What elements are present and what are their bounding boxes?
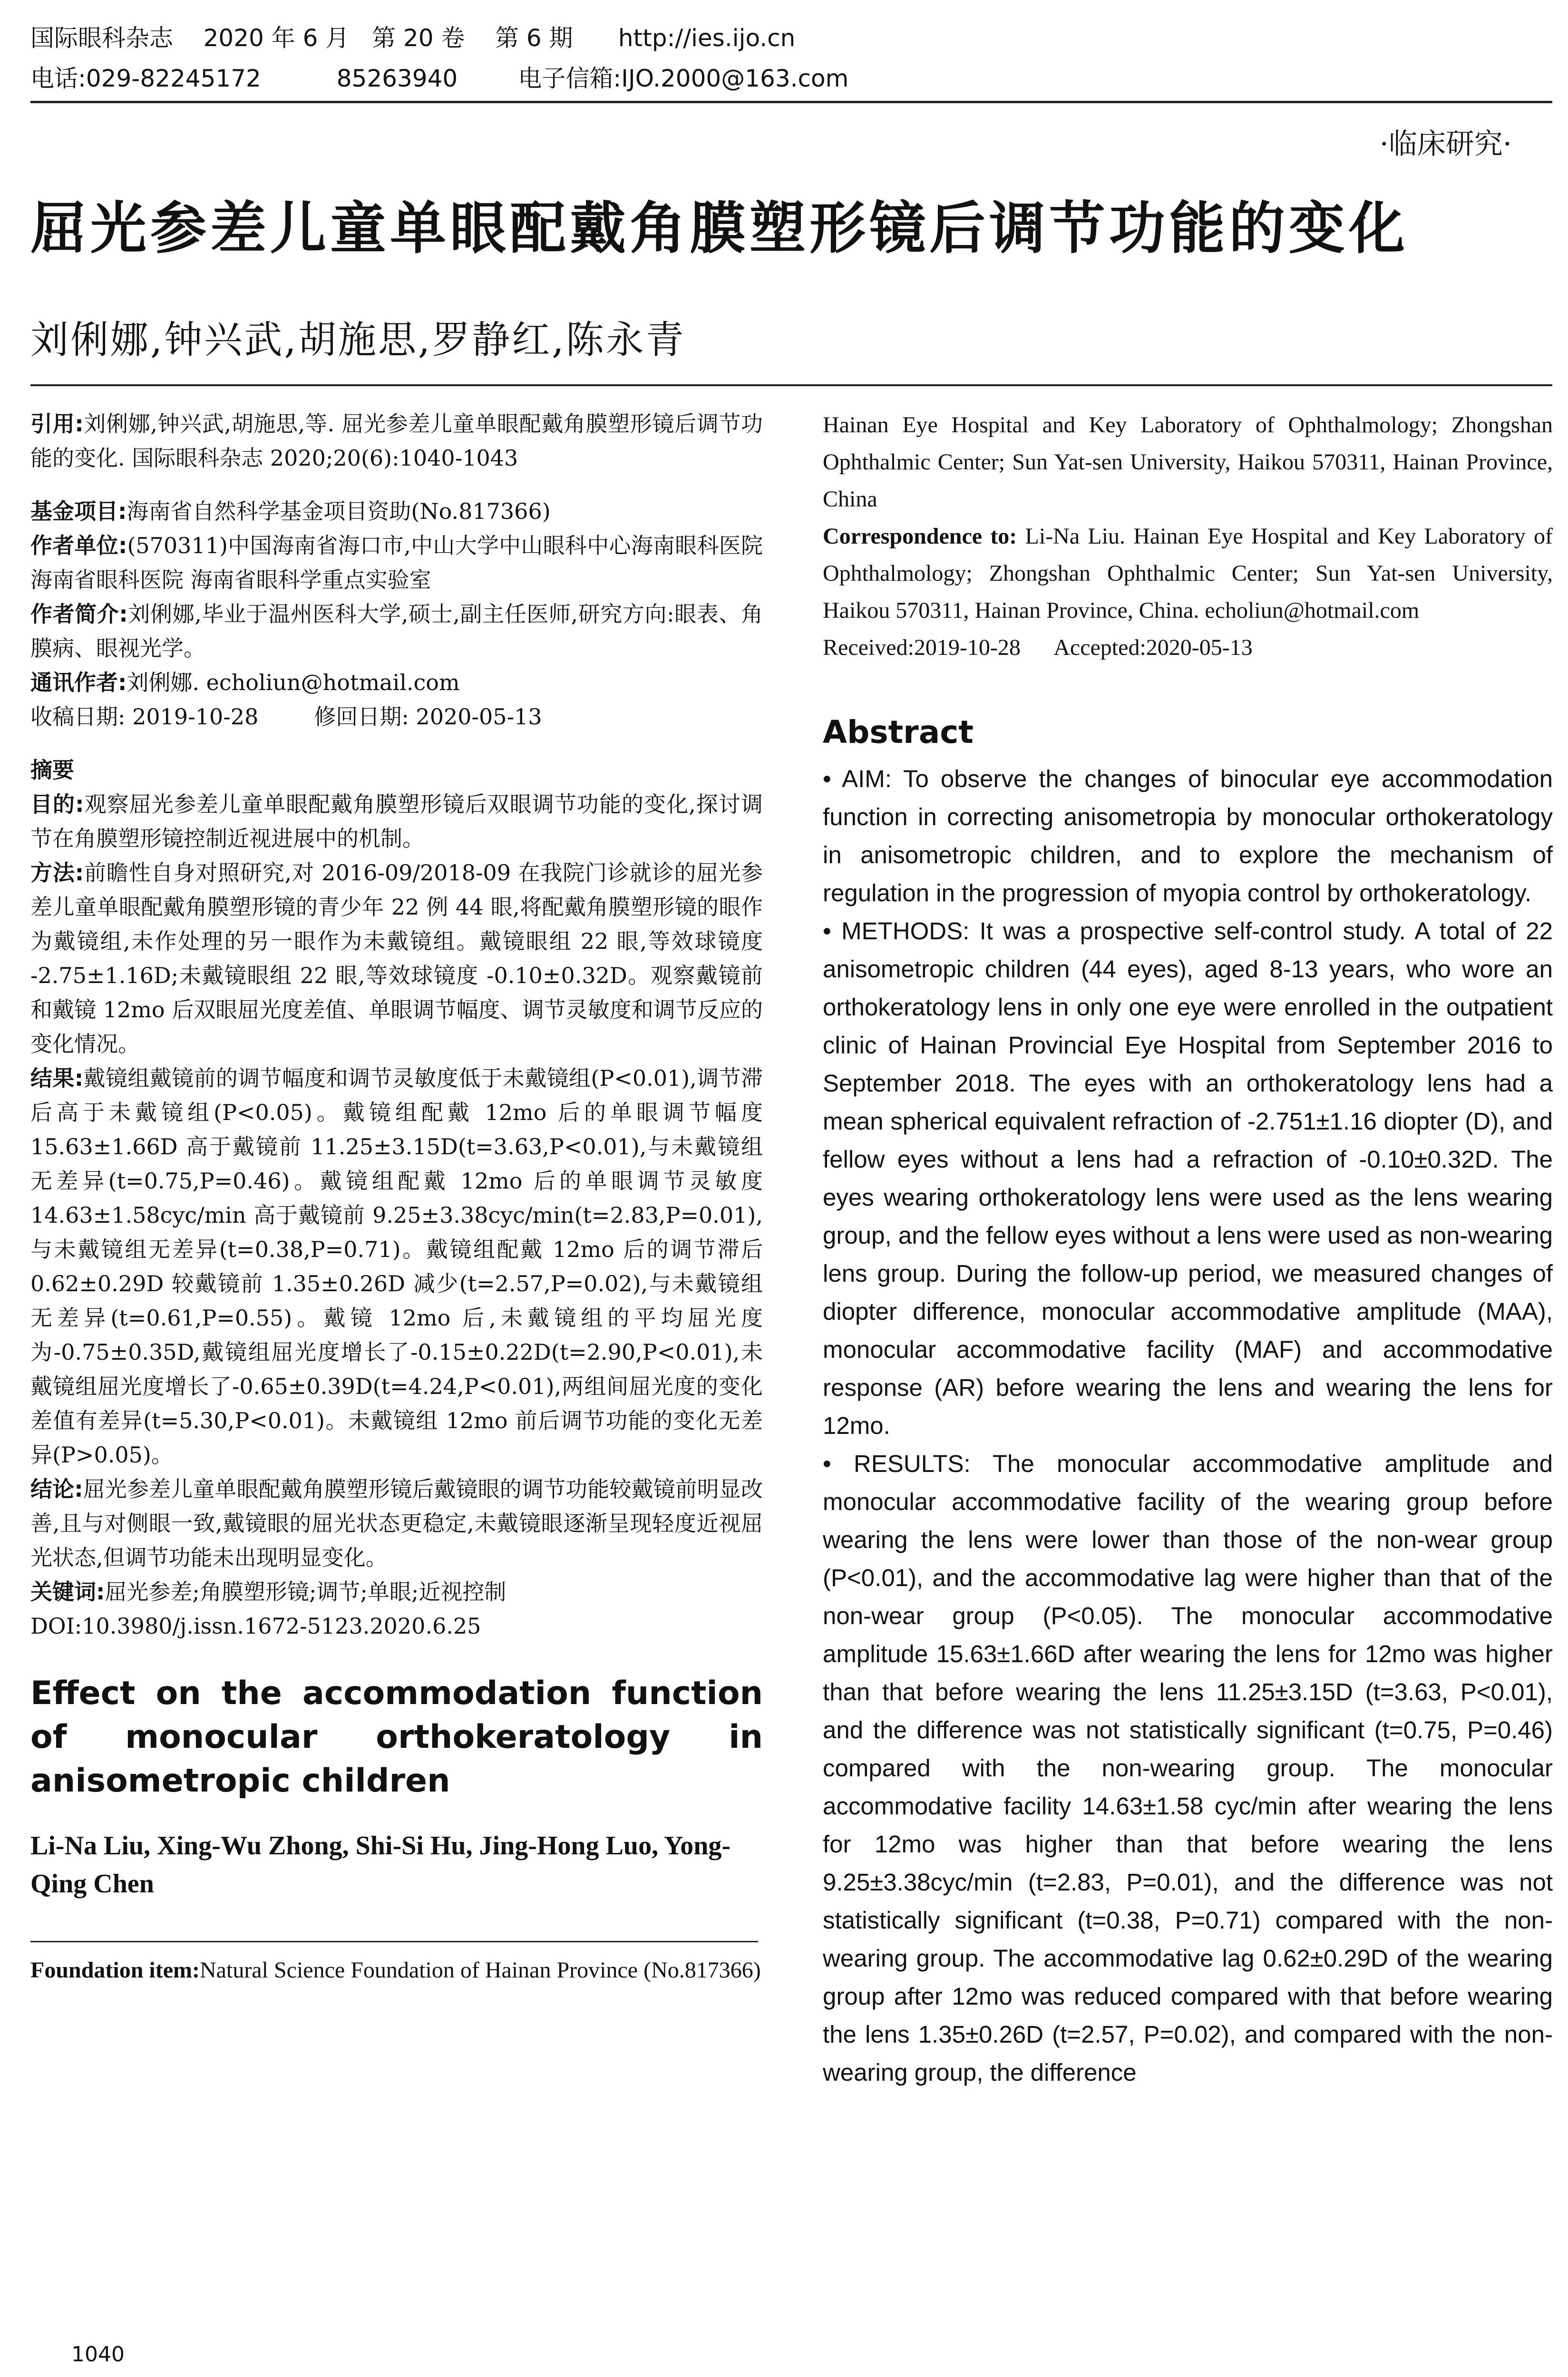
journal-header-line2: 电话:029-82245172 85263940 电子信箱:IJO.2000@163.com [30,65,849,92]
keywords-text: 屈光参差;角膜塑形镜;调节;单眼;近视控制 [105,1579,506,1605]
methods-label: 方法: [30,860,84,886]
aim-label: 目的: [30,791,84,817]
conclusion-text: 屈光参差儿童单眼配戴角膜塑形镜后戴镜眼的调节功能较戴镜前明显改善,且与对侧眼一致,戴镜眼的屈光状态更稳定,未戴镜眼逐渐呈现轻度近视屈光状态,但调节功能未出现明显变化。 [30,1476,763,1570]
abstract-cn-conclusion [30,1472,763,1575]
abstract-cn-methods [30,856,763,1061]
abstract-aim: • AIM: To observe the changes of binocular eye accommodation function in correcting anisometropia by monocular orthokeratology in anisometropic children, and to explore the mechanism of regulation in the progression of myopia control by orthokeratology. [823,765,1553,906]
aim-text: 观察屈光参差儿童单眼配戴角膜塑形镜后双眼调节功能的变化,探讨调节在角膜塑形镜控制近视进展中的机制。 [30,791,763,851]
bio-label: 作者简介: [30,601,128,627]
citation [30,407,763,475]
foundation-label: Foundation item: [30,1958,200,1983]
affiliation-label: 作者单位: [30,533,127,558]
section-tag: ·临床研究· [1379,127,1512,161]
abstract-cn-heading-text: 摘要 [30,757,74,783]
author-bio [30,597,763,665]
english-dates: Received:2019-10-28 Accepted:2020-05-13 [823,635,1253,660]
header-rule [30,101,1552,103]
corresponding-author [30,665,763,700]
affiliation [30,528,763,597]
correspondence-label: Correspondence to: [823,524,1017,549]
foundation-item [30,1952,763,1989]
article-title: 屈光参差儿童单眼配戴角膜塑形镜后调节功能的变化 [30,195,1409,261]
foundation-text: Natural Science Foundation of Hainan Province (No.817366) [200,1958,761,1983]
left-column [30,407,763,1989]
english-authors: Li-Na Liu, Xing-Wu Zhong, Shi-Si Hu, Jing-Hong Luo, Yong-Qing Chen [30,1831,731,1899]
page-number: 1040 [71,2342,125,2367]
methods-text: 前瞻性自身对照研究,对 2016-09/2018-09 在我院门诊就诊的屈光参差儿童单眼配戴角膜塑形镜的青少年 22 例 44 眼,将配戴角膜塑形镜的眼作为戴镜组,未作处理的另一眼作为未戴镜组。戴镜眼组 22 眼,等效球镜度 -2.75±1.16D;未戴镜眼组 22 眼,等效球镜度 -0.10±0.32D。观察戴镜前和戴镜 12mo 后双眼屈光度差值、单眼调节幅度、调节灵敏度和调节反应的变化情况。 [30,860,763,1057]
abstract-cn-heading [30,753,763,787]
affiliation-text: (570311)中国海南省海口市,中山大学中山眼科中心海南眼科医院 海南省眼科医院 海南省眼科学重点实验室 [30,533,763,593]
title-rule [30,384,1552,386]
foundation-rule [30,1941,758,1942]
abstract-heading: Abstract [823,714,974,750]
funding [30,494,763,528]
results-text: 戴镜组戴镜前的调节幅度和调节灵敏度低于未戴镜组(P<0.01),调节滞后高于未戴镜组(P<0.05)。戴镜组配戴 12mo 后的单眼调节幅度 15.63±1.66D 高于戴镜前 11.25±3.15D(t=3.63,P<0.01),与未戴镜组无差异(t=0.75,P=0.46)。戴镜组配戴 12mo 后的单眼调节灵敏度 14.63±1.58cyc/min 高于戴镜前 9.25±3.38cyc/min(t=2.83,P=0.01),与未戴镜组无差异(t=0.38,P=0.71)。戴镜组配戴 12mo 后的调节滞后 0.62±0.29D 较戴镜前 1.35±0.26D 减少(t=2.57,P=0.02),与未戴镜组无差异(t=0.61,P=0.55)。戴镜 12mo 后,未戴镜组的平均屈光度为-0.75±0.35D,戴镜组屈光度增长了-0.15±0.22D(t=2.90,P<0.01),未戴镜组屈光度增长了-0.65±0.39D(t=4.24,P<0.01),两组间屈光度的变化差值有差异(t=5.30,P<0.01)。未戴镜组 12mo 前后调节功能的变化无差异(P>0.05)。 [30,1065,763,1468]
article-authors: 刘俐娜,钟兴武,胡施思,罗静红,陈永青 [30,318,686,362]
abstract-methods: • METHODS: It was a prospective self-control study. A total of 22 anisometropic children (44 eyes), aged 8-13 years, who wore an orthokeratology lens in only one eye were enrolled in the outpatient clinic of Hainan Provincial Eye Hospital from September 2016 to September 2018. The eyes with an orthokeratology lens had a mean spherical equivalent refraction of -2.751±1.16 diopter (D), and fellow eyes without a lens had a refraction of -0.10±0.32D. The eyes wearing orthokeratology lens were used as the lens wearing group, and the fellow eyes without a lens were used as non-wearing lens group. During the follow-up period, we measured changes of diopter difference, monocular accommodative amplitude (MAA), monocular accommodative facility (MAF) and accommodative response (AR) before wearing the lens and wearing the lens for 12mo. [823,917,1553,1439]
keywords-label: 关键词: [30,1579,105,1605]
citation-text: 刘俐娜,钟兴武,胡施思,等. 屈光参差儿童单眼配戴角膜塑形镜后调节功能的变化. 国际眼科杂志 2020;20(6):1040-1043 [30,411,763,471]
journal-header-line1: 国际眼科杂志 2020 年 6 月 第 20 卷 第 6 期 http://ies.ijo.cn [30,24,796,52]
abstract-results: • RESULTS: The monocular accommodative amplitude and monocular accommodative facility of the wearing group before wearing the lens were lower than those of the non-wear group (P<0.01), and the accommodative lag were higher than that of the non-wear group (P<0.05). The monocular accommodative amplitude 15.63±1.66D after wearing the lens for 12mo was higher than that before wearing the lens 11.25±3.15D (t=3.63, P<0.01), and the difference was not statistically significant (t=0.75, P=0.46) compared with the non-wearing group. The monocular accommodative facility 14.63±1.58 cyc/min after wearing the lens for 12mo was higher than that before wearing the lens 9.25±3.38cyc/min (t=2.83, P=0.01), and the difference was not statistically significant (t=0.38, P=0.71) compared with the non-wearing group. The accommodative lag 0.62±0.29D of the wearing group after 12mo was reduced compared with that before wearing the lens 1.35±0.26D (t=2.57, P=0.02), and compared with the non-wearing group, the difference [823,1450,1553,2086]
corresponding-text: 刘俐娜. echoliun@hotmail.com [127,670,460,695]
english-title: Effect on the accommodation function of monocular orthokeratology in anisometropic children [30,1675,763,1800]
results-label: 结果: [30,1065,84,1091]
abstract-cn-aim [30,787,763,856]
right-column [823,407,1553,2092]
funding-label: 基金项目: [30,498,127,524]
english-affiliation: Hainan Eye Hospital and Key Laboratory of Ophthalmology; Zhongshan Ophthalmic Center; Sun Yat-sen University, Haikou 570311, Hainan Province, China [823,412,1553,512]
funding-text: 海南省自然科学基金项目资助(No.817366) [127,498,551,524]
keywords-cn [30,1575,763,1609]
correspondence [823,518,1553,629]
doi: DOI:10.3980/j.issn.1672-5123.2020.6.25 [30,1613,481,1639]
bio-text: 刘俐娜,毕业于温州医科大学,硕士,副主任医师,研究方向:眼表、角膜病、眼视光学。 [30,601,763,661]
abstract-cn-results [30,1061,763,1472]
citation-label: 引用: [30,411,84,437]
dates-cn: 收稿日期: 2019-10-28 修回日期: 2020-05-13 [30,704,542,730]
correspondence-text: Li-Na Liu. Hainan Eye Hospital and Key Laboratory of Ophthalmology; Zhongshan Ophthalmic Center; Sun Yat-sen University, Haikou 570311, Hainan Province, China. echoliun@hotmail.com [823,524,1553,623]
corresponding-label: 通讯作者: [30,670,127,695]
conclusion-label: 结论: [30,1476,83,1502]
